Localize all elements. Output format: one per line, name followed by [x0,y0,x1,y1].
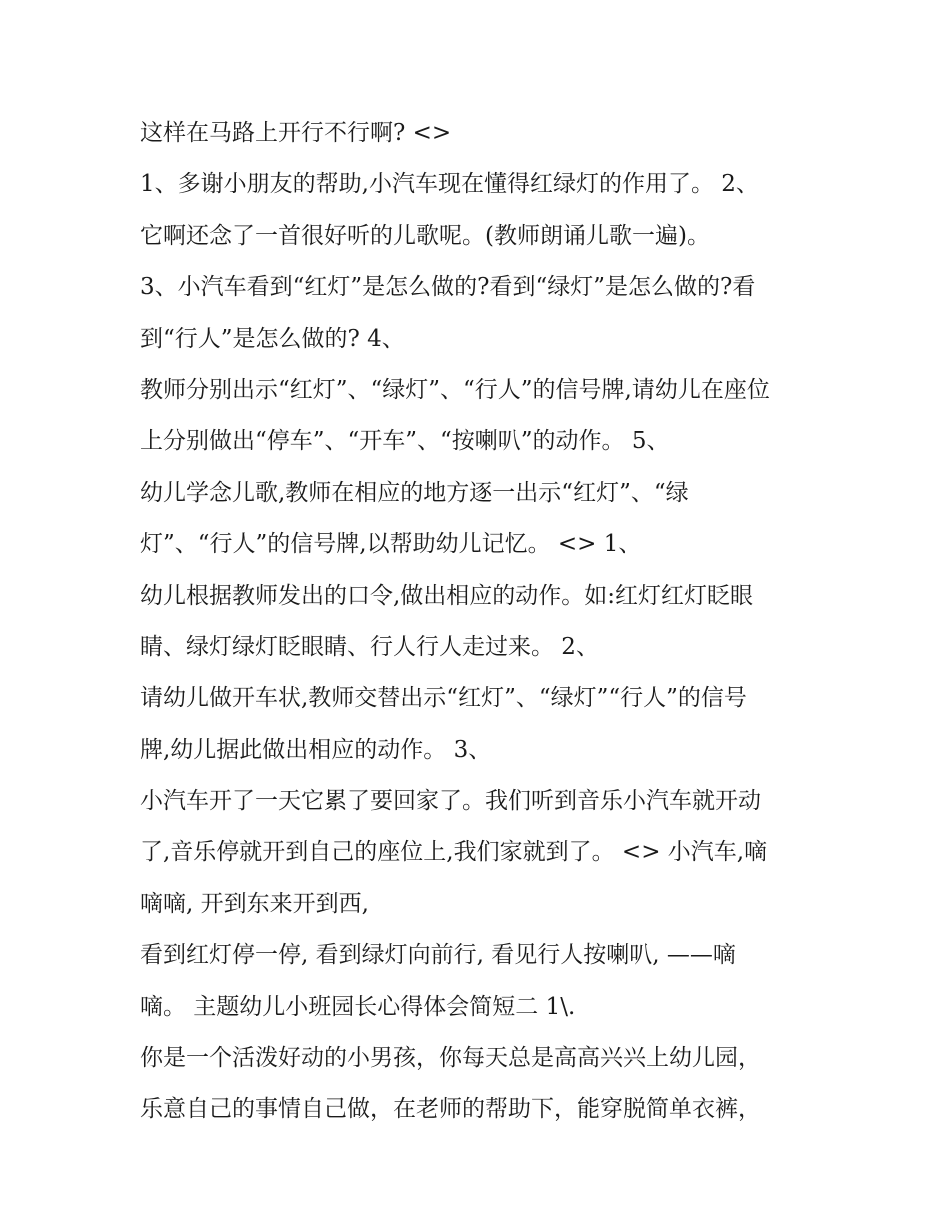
text-line: 你是一个活泼好动的小男孩，你每天总是高高兴兴上幼儿园， [140,1045,761,1072]
document-body [140,108,830,1136]
text-line: 看到红灯停一停, 看到绿灯向前行, 看见行人按喇叭, ——嘀 [140,942,736,969]
text-line: 1、多谢小朋友的帮助,小汽车现在懂得红绿灯的作用了。 2、 [140,171,759,198]
text-line: 嘀。 主题幼儿小班园长心得体会简短二 1\. [140,993,576,1020]
text-line: 小汽车开了一天它累了要回家了。我们听到音乐小汽车就开动 [140,788,761,815]
text-line: 这样在马路上开行不行啊? <> [140,120,452,146]
text-line: 乐意自己的事情自己做，在老师的帮助下，能穿脱简单衣裤， [140,1096,761,1123]
text-line: 牌,幼儿据此做出相应的动作。 3、 [140,736,492,763]
text-line: 了,音乐停就开到自己的座位上,我们家就到了。 <> 小汽车,嘀 [140,839,768,866]
text-line: 教师分别出示“红灯”、“绿灯”、“行人”的信号牌,请幼儿在座位 [140,376,770,403]
text-line: 幼儿学念儿歌,教师在相应的地方逐一出示“红灯”、“绿 [140,479,689,506]
text-line: 睛、绿灯绿灯眨眼睛、行人行人走过来。 2、 [140,633,599,660]
text-line: 3、小汽车看到“红灯”是怎么做的?看到“绿灯”是怎么做的?看 [140,274,756,301]
text-line: 灯”、“行人”的信号牌,以帮助幼儿记忆。 <> 1、 [140,531,642,558]
text-line: 请幼儿做开车状,教师交替出示“红灯”、“绿灯”“行人”的信号 [140,685,747,712]
text-line: 上分别做出“停车”、“开车”、“按喇叭”的动作。 5、 [140,428,670,455]
text-line: 嘀嘀, 开到东来开到西, [140,890,369,917]
text-line: 到“行人”是怎么做的? 4、 [140,325,405,352]
text-line: 幼儿根据教师发出的口令,做出相应的动作。如:红灯红灯眨眼 [140,582,754,609]
text-line: 它啊还念了一首很好听的儿歌呢。(教师朗诵儿歌一遍)。 [140,222,710,249]
